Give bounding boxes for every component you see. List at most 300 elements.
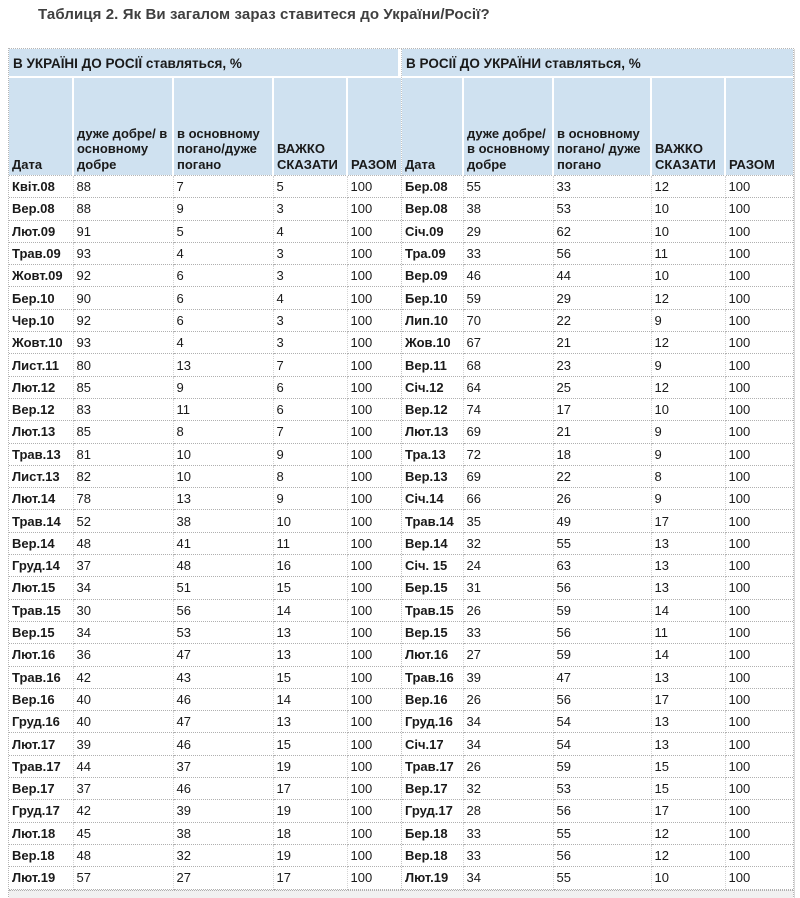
date-cell: Лист.13: [9, 465, 73, 487]
table-row: [402, 376, 793, 398]
value-cell: 13: [651, 555, 725, 577]
value-cell: 17: [651, 688, 725, 710]
date-cell: Трав.13: [9, 443, 73, 465]
table-row: [402, 666, 793, 688]
total-cell: 100: [347, 844, 401, 866]
date-cell: Груд.17: [9, 800, 73, 822]
total-cell: 100: [347, 220, 401, 242]
value-cell: 8: [273, 465, 347, 487]
value-cell: 13: [651, 666, 725, 688]
value-cell: 13: [173, 354, 273, 376]
value-cell: 47: [173, 711, 273, 733]
value-cell: 67: [463, 332, 553, 354]
value-cell: 19: [273, 755, 347, 777]
date-cell: Січ.17: [402, 733, 463, 755]
value-cell: 92: [73, 265, 173, 287]
value-cell: 43: [173, 666, 273, 688]
table-row: [9, 733, 401, 755]
value-cell: 48: [73, 844, 173, 866]
value-cell: 46: [173, 778, 273, 800]
value-cell: 6: [173, 265, 273, 287]
value-cell: 10: [173, 465, 273, 487]
value-cell: 32: [463, 778, 553, 800]
table-row: [9, 510, 401, 532]
value-cell: 56: [553, 621, 651, 643]
value-cell: 39: [463, 666, 553, 688]
value-cell: 44: [553, 265, 651, 287]
value-cell: 9: [173, 376, 273, 398]
total-cell: 100: [725, 666, 793, 688]
value-cell: 28: [463, 800, 553, 822]
value-cell: 14: [651, 599, 725, 621]
value-cell: 45: [73, 822, 173, 844]
col-header-good: дуже добре/в основному добре: [463, 78, 553, 176]
total-cell: 100: [347, 733, 401, 755]
value-cell: 15: [651, 755, 725, 777]
value-cell: 13: [173, 488, 273, 510]
date-cell: Жов.10: [402, 332, 463, 354]
value-cell: 57: [73, 867, 173, 889]
value-cell: 54: [553, 711, 651, 733]
col-header-total: РАЗОМ: [347, 78, 401, 176]
table-row: [402, 688, 793, 710]
value-cell: 22: [553, 309, 651, 331]
value-cell: 10: [651, 220, 725, 242]
value-cell: 70: [463, 309, 553, 331]
value-cell: 9: [651, 443, 725, 465]
total-cell: 100: [347, 778, 401, 800]
value-cell: 72: [463, 443, 553, 465]
value-cell: 16: [273, 555, 347, 577]
total-cell: 100: [725, 354, 793, 376]
value-cell: 31: [463, 577, 553, 599]
value-cell: 12: [651, 822, 725, 844]
value-cell: 17: [273, 867, 347, 889]
date-cell: Лют.16: [9, 644, 73, 666]
total-cell: 100: [347, 242, 401, 264]
value-cell: 66: [463, 488, 553, 510]
table-row: [402, 176, 793, 198]
table-row: [9, 287, 401, 309]
total-cell: 100: [725, 220, 793, 242]
date-cell: Лют.17: [9, 733, 73, 755]
date-cell: Лют.18: [9, 822, 73, 844]
value-cell: 9: [651, 488, 725, 510]
value-cell: 14: [651, 644, 725, 666]
value-cell: 6: [273, 398, 347, 420]
column-header-row: [402, 78, 793, 176]
table-row: [402, 421, 793, 443]
date-cell: Груд.14: [9, 555, 73, 577]
value-cell: 33: [463, 621, 553, 643]
value-cell: 56: [553, 800, 651, 822]
value-cell: 10: [651, 867, 725, 889]
value-cell: 4: [273, 220, 347, 242]
value-cell: 46: [463, 265, 553, 287]
total-cell: 100: [725, 688, 793, 710]
value-cell: 42: [73, 800, 173, 822]
value-cell: 9: [273, 443, 347, 465]
total-cell: 100: [725, 421, 793, 443]
value-cell: 3: [273, 265, 347, 287]
date-cell: Трав.09: [9, 242, 73, 264]
date-cell: Трав.17: [9, 755, 73, 777]
total-cell: 100: [347, 287, 401, 309]
value-cell: 3: [273, 198, 347, 220]
value-cell: 3: [273, 242, 347, 264]
value-cell: 9: [651, 421, 725, 443]
total-cell: 100: [725, 867, 793, 889]
value-cell: 64: [463, 376, 553, 398]
total-cell: 100: [725, 844, 793, 866]
value-cell: 55: [553, 867, 651, 889]
page-title: Таблиця 2. Як Ви загалом зараз ставитеся до України/Росії?: [38, 6, 490, 23]
value-cell: 47: [553, 666, 651, 688]
table-row: [9, 599, 401, 621]
value-cell: 34: [463, 867, 553, 889]
total-cell: 100: [725, 577, 793, 599]
date-cell: Вер.15: [9, 621, 73, 643]
date-cell: Вер.11: [402, 354, 463, 376]
value-cell: 15: [651, 778, 725, 800]
value-cell: 83: [73, 398, 173, 420]
date-cell: Січ.14: [402, 488, 463, 510]
total-cell: 100: [725, 822, 793, 844]
value-cell: 56: [553, 242, 651, 264]
value-cell: 52: [73, 510, 173, 532]
table-row: [402, 465, 793, 487]
date-cell: Чер.10: [9, 309, 73, 331]
ukraine-to-russia-table: [9, 49, 401, 890]
date-cell: Вер.14: [402, 532, 463, 554]
value-cell: 69: [463, 465, 553, 487]
value-cell: 12: [651, 332, 725, 354]
value-cell: 56: [553, 844, 651, 866]
date-cell: Вер.18: [9, 844, 73, 866]
value-cell: 34: [73, 621, 173, 643]
value-cell: 9: [173, 198, 273, 220]
total-cell: 100: [347, 265, 401, 287]
total-cell: 100: [725, 443, 793, 465]
value-cell: 29: [463, 220, 553, 242]
value-cell: 29: [553, 287, 651, 309]
value-cell: 22: [553, 465, 651, 487]
total-cell: 100: [725, 621, 793, 643]
value-cell: 49: [553, 510, 651, 532]
date-cell: Лют.14: [9, 488, 73, 510]
date-cell: Тра.13: [402, 443, 463, 465]
value-cell: 12: [651, 376, 725, 398]
col-header-date: Дата: [402, 78, 463, 176]
value-cell: 17: [651, 510, 725, 532]
value-cell: 10: [651, 265, 725, 287]
table-row: [9, 822, 401, 844]
value-cell: 14: [273, 688, 347, 710]
date-cell: Вер.13: [402, 465, 463, 487]
total-cell: 100: [725, 711, 793, 733]
value-cell: 10: [273, 510, 347, 532]
table-row: [9, 421, 401, 443]
date-cell: Бер.15: [402, 577, 463, 599]
table-row: [402, 755, 793, 777]
date-cell: Трав.15: [402, 599, 463, 621]
total-cell: 100: [347, 599, 401, 621]
date-cell: Лют.13: [9, 421, 73, 443]
value-cell: 8: [651, 465, 725, 487]
value-cell: 8: [173, 421, 273, 443]
total-cell: 100: [347, 688, 401, 710]
value-cell: 63: [553, 555, 651, 577]
total-cell: 100: [725, 265, 793, 287]
table-row: [402, 398, 793, 420]
date-cell: Січ. 15: [402, 555, 463, 577]
date-cell: Вер.12: [9, 398, 73, 420]
table-row: [9, 242, 401, 264]
col-header-total: РАЗОМ: [725, 78, 793, 176]
value-cell: 10: [173, 443, 273, 465]
value-cell: 27: [173, 867, 273, 889]
attitudes-table: [8, 48, 794, 898]
total-cell: 100: [347, 332, 401, 354]
total-cell: 100: [347, 354, 401, 376]
date-cell: Трав.15: [9, 599, 73, 621]
table-row: [402, 778, 793, 800]
table-row: [402, 555, 793, 577]
value-cell: 24: [463, 555, 553, 577]
total-cell: 100: [347, 398, 401, 420]
date-cell: Груд.16: [9, 711, 73, 733]
value-cell: 11: [273, 532, 347, 554]
value-cell: 17: [273, 778, 347, 800]
value-cell: 19: [273, 844, 347, 866]
russia-to-ukraine-table: [401, 49, 793, 890]
table-row: [402, 443, 793, 465]
value-cell: 13: [273, 644, 347, 666]
date-cell: Вер.14: [9, 532, 73, 554]
value-cell: 55: [553, 532, 651, 554]
value-cell: 40: [73, 688, 173, 710]
total-cell: 100: [347, 711, 401, 733]
value-cell: 18: [273, 822, 347, 844]
date-cell: Лют.19: [402, 867, 463, 889]
total-cell: 100: [725, 309, 793, 331]
table-row: [402, 621, 793, 643]
table-row: [9, 711, 401, 733]
date-cell: Лют.16: [402, 644, 463, 666]
value-cell: 26: [463, 599, 553, 621]
total-cell: 100: [347, 867, 401, 889]
value-cell: 33: [463, 822, 553, 844]
value-cell: 46: [173, 688, 273, 710]
value-cell: 15: [273, 666, 347, 688]
value-cell: 36: [73, 644, 173, 666]
table-row: [9, 354, 401, 376]
total-cell: 100: [347, 644, 401, 666]
date-cell: Трав.14: [9, 510, 73, 532]
value-cell: 12: [651, 287, 725, 309]
total-cell: 100: [347, 510, 401, 532]
table-row: [402, 733, 793, 755]
value-cell: 32: [463, 532, 553, 554]
date-cell: Лист.11: [9, 354, 73, 376]
value-cell: 9: [651, 354, 725, 376]
value-cell: 51: [173, 577, 273, 599]
value-cell: 26: [553, 488, 651, 510]
date-cell: Груд.17: [402, 800, 463, 822]
date-cell: Січ.09: [402, 220, 463, 242]
date-cell: Лют.19: [9, 867, 73, 889]
value-cell: 39: [173, 800, 273, 822]
value-cell: 82: [73, 465, 173, 487]
table-row: [9, 176, 401, 198]
date-cell: Трав.14: [402, 510, 463, 532]
table-row: [402, 488, 793, 510]
value-cell: 48: [73, 532, 173, 554]
col-header-good: дуже добре/ в основному добре: [73, 78, 173, 176]
col-header-hard-to-say: ВАЖКО СКАЗАТИ: [651, 78, 725, 176]
date-cell: Січ.12: [402, 376, 463, 398]
date-cell: Тра.09: [402, 242, 463, 264]
table-row: [402, 532, 793, 554]
value-cell: 34: [463, 711, 553, 733]
value-cell: 88: [73, 176, 173, 198]
table-row: [9, 778, 401, 800]
table-row: [402, 867, 793, 889]
date-cell: Груд.16: [402, 711, 463, 733]
total-cell: 100: [725, 176, 793, 198]
date-cell: Лют.15: [9, 577, 73, 599]
value-cell: 91: [73, 220, 173, 242]
col-header-bad: в основному погано/ дуже погано: [553, 78, 651, 176]
value-cell: 9: [651, 309, 725, 331]
date-cell: Лют.12: [9, 376, 73, 398]
value-cell: 56: [553, 688, 651, 710]
date-cell: Бер.08: [402, 176, 463, 198]
table-row: [9, 265, 401, 287]
value-cell: 9: [273, 488, 347, 510]
value-cell: 25: [553, 376, 651, 398]
value-cell: 35: [463, 510, 553, 532]
value-cell: 34: [463, 733, 553, 755]
total-cell: 100: [725, 198, 793, 220]
table-row: [402, 822, 793, 844]
data-grid-left: [9, 78, 401, 890]
section-header-ukraine: В УКРАЇНІ ДО РОСІЇ ставляться, %: [9, 49, 401, 78]
table-row: [9, 198, 401, 220]
total-cell: 100: [725, 800, 793, 822]
total-cell: 100: [347, 555, 401, 577]
table-row: [9, 621, 401, 643]
table-row: [9, 398, 401, 420]
value-cell: 62: [553, 220, 651, 242]
value-cell: 56: [553, 577, 651, 599]
total-cell: 100: [347, 800, 401, 822]
total-cell: 100: [725, 644, 793, 666]
total-cell: 100: [725, 733, 793, 755]
value-cell: 59: [463, 287, 553, 309]
total-cell: 100: [725, 555, 793, 577]
value-cell: 54: [553, 733, 651, 755]
date-cell: Вер.16: [402, 688, 463, 710]
date-cell: Вер.16: [9, 688, 73, 710]
date-cell: Лют.13: [402, 421, 463, 443]
value-cell: 48: [173, 555, 273, 577]
value-cell: 17: [651, 800, 725, 822]
col-header-bad: в основному погано/дуже погано: [173, 78, 273, 176]
table-row: [402, 599, 793, 621]
value-cell: 55: [463, 176, 553, 198]
date-cell: Вер.09: [402, 265, 463, 287]
value-cell: 33: [463, 844, 553, 866]
table-row: [9, 666, 401, 688]
value-cell: 13: [651, 532, 725, 554]
value-cell: 38: [173, 510, 273, 532]
total-cell: 100: [347, 465, 401, 487]
value-cell: 47: [173, 644, 273, 666]
total-cell: 100: [347, 822, 401, 844]
value-cell: 14: [273, 599, 347, 621]
value-cell: 53: [173, 621, 273, 643]
value-cell: 11: [651, 242, 725, 264]
value-cell: 59: [553, 644, 651, 666]
total-cell: 100: [347, 309, 401, 331]
value-cell: 69: [463, 421, 553, 443]
total-cell: 100: [347, 577, 401, 599]
value-cell: 6: [273, 376, 347, 398]
date-cell: Вер.12: [402, 398, 463, 420]
date-cell: Жовт.10: [9, 332, 73, 354]
value-cell: 10: [651, 398, 725, 420]
table-row: [402, 332, 793, 354]
value-cell: 53: [553, 778, 651, 800]
value-cell: 26: [463, 688, 553, 710]
value-cell: 85: [73, 421, 173, 443]
date-cell: Трав.17: [402, 755, 463, 777]
value-cell: 4: [173, 332, 273, 354]
col-header-hard-to-say: ВАЖКО СКАЗАТИ: [273, 78, 347, 176]
total-cell: 100: [347, 532, 401, 554]
date-cell: Вер.18: [402, 844, 463, 866]
data-grid-right: [402, 78, 793, 890]
value-cell: 37: [173, 755, 273, 777]
value-cell: 59: [553, 599, 651, 621]
value-cell: 39: [73, 733, 173, 755]
total-cell: 100: [347, 666, 401, 688]
table-row: [9, 376, 401, 398]
total-cell: 100: [725, 376, 793, 398]
date-cell: Вер.17: [402, 778, 463, 800]
value-cell: 38: [173, 822, 273, 844]
value-cell: 6: [173, 309, 273, 331]
value-cell: 13: [651, 711, 725, 733]
total-cell: 100: [347, 176, 401, 198]
value-cell: 33: [463, 242, 553, 264]
value-cell: 27: [463, 644, 553, 666]
table-row: [9, 443, 401, 465]
table-row: [9, 800, 401, 822]
value-cell: 13: [651, 577, 725, 599]
value-cell: 80: [73, 354, 173, 376]
value-cell: 13: [273, 621, 347, 643]
value-cell: 56: [173, 599, 273, 621]
value-cell: 6: [173, 287, 273, 309]
table-row: [402, 354, 793, 376]
value-cell: 33: [553, 176, 651, 198]
table-row: [9, 465, 401, 487]
value-cell: 55: [553, 822, 651, 844]
table-row: [9, 332, 401, 354]
table-row: [402, 510, 793, 532]
